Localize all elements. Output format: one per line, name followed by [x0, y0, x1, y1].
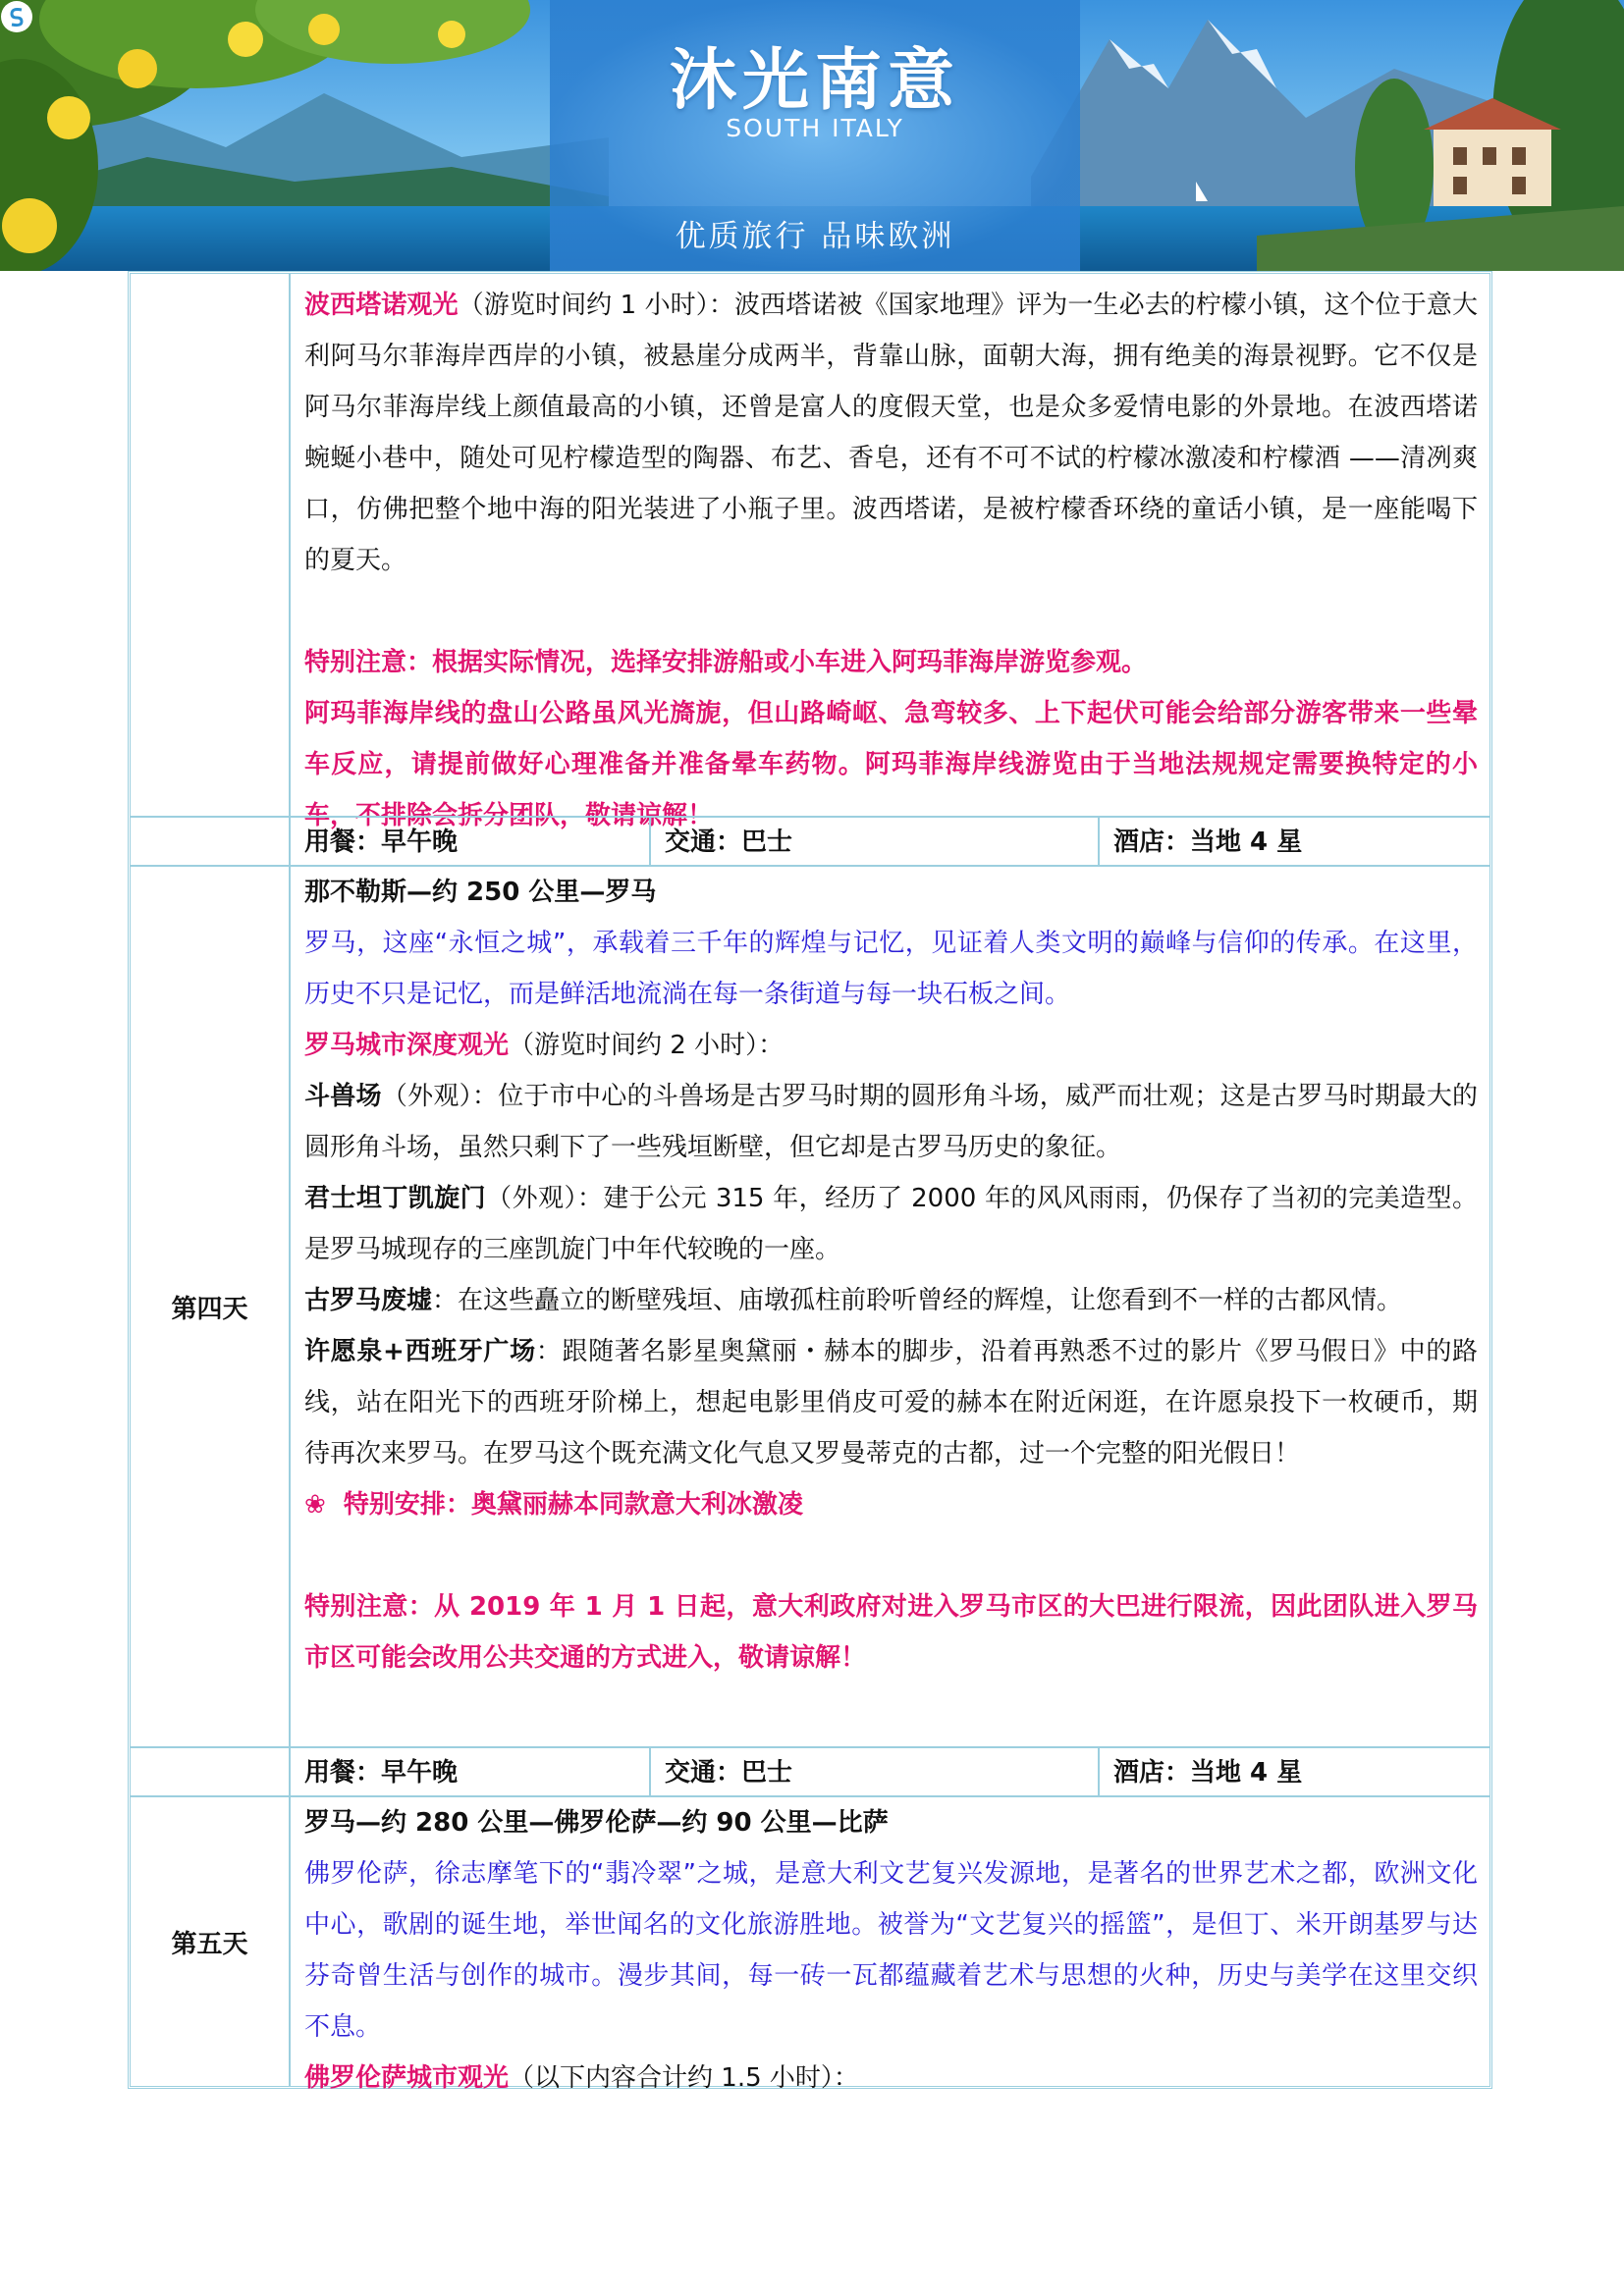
- day4-meals: 用餐：早午晚: [291, 1748, 651, 1795]
- rome-city-tour-heading: [304, 1020, 1478, 1071]
- day3-transport: 交通：巴士: [651, 818, 1100, 865]
- day3-label-cell: [131, 274, 291, 816]
- day4-special-arrangement: [304, 1479, 1478, 1530]
- day4-services-row: [131, 1746, 1489, 1797]
- florence-city-tour-title: 佛罗伦萨城市观光: [304, 2063, 510, 2093]
- day3-meals: 用餐：早午晚: [291, 818, 651, 865]
- day3-hotel: 酒店：当地 4 星: [1113, 828, 1303, 857]
- day3-notice-1: 特别注意：根据实际情况，选择安排游船或小车进入阿玛菲海岸游览参观。: [304, 648, 1148, 677]
- day4-hotel: 酒店：当地 4 星: [1113, 1758, 1303, 1788]
- positano-desc: 波西塔诺被《国家地理》评为一生必去的柠檬小镇，这个位于意大利阿马尔菲海岸西岸的小镇，被悬崖分成两半，背靠山脉，面朝大海，拥有绝美的海景视野。它不仅是阿马尔菲海岸线上颜值最高的小镇，还曾是富人的度假天堂，也是众多爱情电影的外景地。在波西塔诺蜿蜒小巷中，随处可见柠檬造型的陶器、布艺、香皂，还有不可不试的柠檬冰激凌和柠檬酒 ——清冽爽口，仿佛把整个地中海的阳光装进了小瓶子里。波西塔诺，是被柠檬香环绕的童话小镇，是一座能喝下的夏天。: [304, 291, 1478, 575]
- colosseum-paragraph: [304, 1071, 1478, 1173]
- brand-s-logo-icon: [0, 0, 33, 33]
- day4-notice: 特别注意：从 2019 年 1 月 1 日起，意大利政府对进入罗马市区的大巴进行限流，因此团队进入罗马市区可能会改用公共交通的方式进入，敬请谅解！: [304, 1592, 1478, 1673]
- day3-content-row: [131, 274, 1489, 830]
- day3-notice-2: 阿玛菲海岸线的盘山公路虽风光旖旎，但山路崎岖、急弯较多、上下起伏可能会给部分游客带来一些晕车反应，请提前做好心理准备并准备晕车药物。阿玛菲海岸线游览由于当地法规规定需要换特定的小车，不排除会拆分团队，敬请谅解！: [304, 699, 1478, 830]
- rome-city-tour-title: 罗马城市深度观光: [304, 1031, 510, 1060]
- positano-title: 波西塔诺观光: [304, 291, 459, 320]
- day4-special-text: 特别安排：奥黛丽赫本同款意大利冰激凌: [343, 1490, 803, 1520]
- day5-content-row: [131, 1797, 1489, 2093]
- day3-content-cell: [291, 274, 1489, 830]
- positano-time: （游览时间约 1 小时）：: [458, 291, 734, 320]
- banner-subtitle: SOUTH ITALY: [726, 114, 904, 142]
- day4-content-row: [131, 867, 1489, 1746]
- florence-city-tour-time: （以下内容合计约 1.5 小时）：: [509, 2063, 859, 2093]
- fountain-desc: ：跟随著名影星奥黛丽・赫本的脚步，沿着再熟悉不过的影片《罗马假日》中的路线，站在阳光下的西班牙阶梯上，想起电影里俏皮可爱的赫本在附近闲逛，在许愿泉投下一枚硬币，期待再次来罗马。在罗马这个既充满文化气息又罗曼蒂克的古都，过一个完整的阳光假日！: [304, 1337, 1478, 1468]
- fountain-paragraph: [304, 1326, 1478, 1479]
- rome-city-tour-time: （游览时间约 2 小时）：: [509, 1031, 785, 1060]
- day5-intro: 佛罗伦萨，徐志摩笔下的“翡冷翠”之城，是意大利文艺复兴发源地，是著名的世界艺术之都，欧洲文化中心，歌剧的诞生地，举世闻名的文化旅游胜地。被誉为“文艺复兴的摇篮”，是但丁、米开朗基罗与达芬奇曾生活与创作的城市。漫步其间，每一砖一瓦都蕴藏着艺术与思想的火种，历史与美学在这里交织不息。: [304, 1859, 1478, 2042]
- day4-transport: 交通：巴士: [651, 1748, 1100, 1795]
- day4-label: 第四天: [131, 867, 291, 1746]
- banner-title: 沐光南意: [669, 42, 960, 120]
- forum-title: 古罗马废墟: [304, 1286, 433, 1315]
- day4-route: 那不勒斯—约 250 公里—罗马: [304, 878, 657, 907]
- itinerary-table: [128, 271, 1492, 2093]
- arch-paragraph: [304, 1173, 1478, 1275]
- day5-label: 第五天: [131, 1797, 291, 2086]
- banner-slogan: 优质旅行 品味欧洲: [675, 219, 955, 254]
- day4-intro: 罗马，这座“永恒之城”，承载着三千年的辉煌与记忆，见证着人类文明的巅峰与信仰的传承。在这里，历史不只是记忆，而是鲜活地流淌在每一条街道与每一块石板之间。: [304, 929, 1478, 1009]
- arch-title: 君士坦丁凯旋门: [304, 1184, 487, 1213]
- forum-paragraph: [304, 1275, 1478, 1326]
- flower-icon: ❀: [304, 1490, 326, 1520]
- day5-content-cell: [291, 1797, 1489, 2093]
- forum-desc: ：在这些矗立的断壁残垣、庙墩孤柱前聆听曾经的辉煌，让您看到不一样的古都风情。: [432, 1286, 1403, 1315]
- florence-city-tour-heading: [304, 2053, 1478, 2104]
- arch-desc: （外观）：建于公元 315 年，经历了 2000 年的风风雨雨，仍保存了当初的完美造型。是罗马城现存的三座凯旋门中年代较晚的一座。: [304, 1184, 1478, 1264]
- day4-content-cell: [291, 867, 1489, 1746]
- positano-paragraph: [304, 280, 1478, 586]
- fountain-title: 许愿泉+西班牙广场: [304, 1337, 536, 1366]
- colosseum-title: 斗兽场: [304, 1082, 382, 1111]
- header-banner: [0, 0, 1624, 271]
- day5-route: 罗马—约 280 公里—佛罗伦萨—约 90 公里—比萨: [304, 1808, 889, 1838]
- colosseum-desc: （外观）：位于市中心的斗兽场是古罗马时期的圆形角斗场，威严而壮观；这是古罗马时期最大的圆形角斗场，虽然只剩下了一些残垣断壁，但它却是古罗马历史的象征。: [304, 1082, 1478, 1162]
- day3-services-row: [131, 816, 1489, 867]
